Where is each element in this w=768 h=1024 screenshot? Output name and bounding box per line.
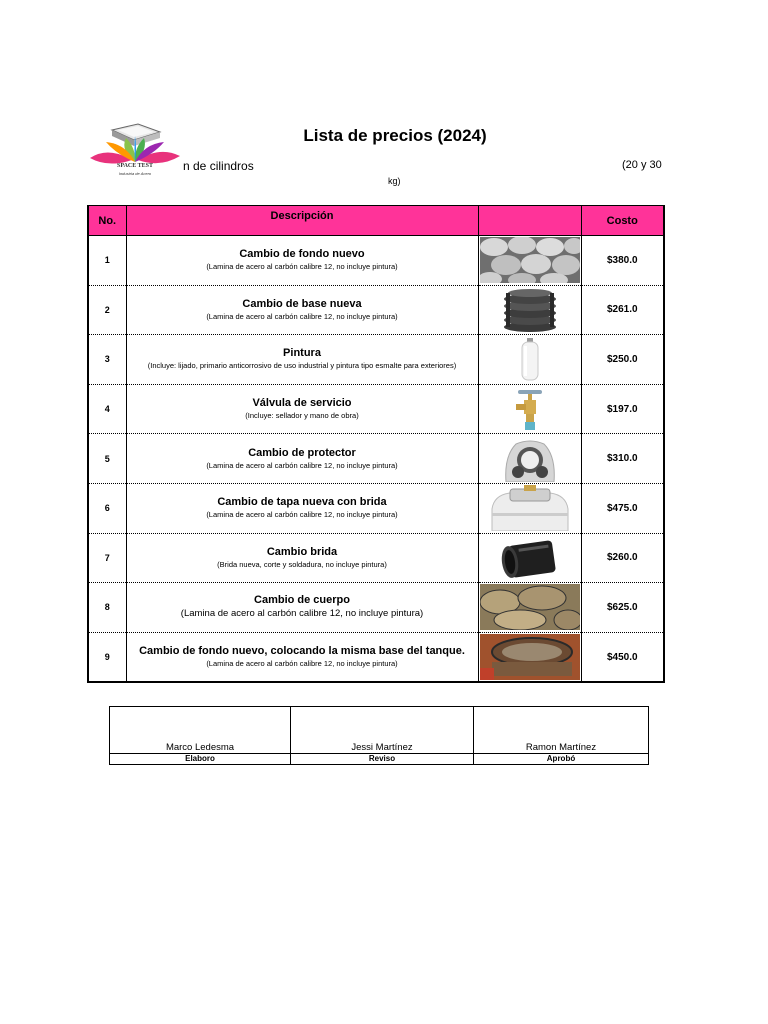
row-image bbox=[478, 533, 581, 583]
item-note: (Lamina de acero al carbón calibre 12, no incluye pintura) bbox=[206, 311, 398, 321]
company-logo bbox=[86, 120, 184, 182]
row-number: 4 bbox=[88, 384, 126, 434]
item-title: Cambio de cuerpo bbox=[254, 594, 350, 607]
white-cylinder-icon bbox=[480, 336, 580, 382]
row-description bbox=[126, 434, 478, 484]
row-number: 3 bbox=[88, 335, 126, 385]
signature-role: Aprobó bbox=[474, 754, 649, 765]
row-description bbox=[126, 236, 478, 286]
table-row bbox=[88, 632, 664, 682]
row-number: 2 bbox=[88, 285, 126, 335]
row-image bbox=[478, 236, 581, 286]
table-row bbox=[88, 285, 664, 335]
logo-text: SPACE TEST bbox=[117, 163, 153, 169]
row-number: 8 bbox=[88, 583, 126, 633]
row-cost: $310.0 bbox=[581, 434, 664, 484]
row-description bbox=[126, 335, 478, 385]
item-note: (Lamina de acero al carbón calibre 12, no incluye pintura) bbox=[206, 510, 398, 520]
row-image bbox=[478, 632, 581, 682]
brass-valve-icon bbox=[480, 386, 580, 432]
protector-ring-icon bbox=[480, 436, 580, 482]
item-title: Válvula de servicio bbox=[252, 397, 352, 410]
row-cost: $260.0 bbox=[581, 533, 664, 583]
row-description bbox=[126, 384, 478, 434]
row-cost: $625.0 bbox=[581, 583, 664, 633]
item-note: (Lamina de acero al carbón calibre 12, no incluye pintura) bbox=[206, 659, 398, 669]
row-cost: $450.0 bbox=[581, 632, 664, 682]
table-row bbox=[88, 483, 664, 533]
row-description bbox=[126, 632, 478, 682]
signature-role: Elaboro bbox=[110, 754, 291, 765]
item-note: (Brida nueva, corte y soldadura, no incluye pintura) bbox=[217, 559, 387, 569]
row-cost: $250.0 bbox=[581, 335, 664, 385]
item-title: Cambio de fondo nuevo bbox=[239, 248, 365, 261]
tank-body-icon bbox=[480, 584, 580, 630]
row-number: 7 bbox=[88, 533, 126, 583]
steel-domes-icon bbox=[480, 237, 580, 283]
item-title: Cambio brida bbox=[266, 545, 338, 558]
item-title: Cambio de base nueva bbox=[242, 297, 362, 310]
subtitle-right: (20 y 30 bbox=[622, 159, 662, 171]
row-number: 5 bbox=[88, 434, 126, 484]
item-title: Cambio de fondo nuevo, colocando la misma base del tanque. bbox=[139, 645, 465, 658]
row-image bbox=[478, 384, 581, 434]
item-title: Pintura bbox=[283, 347, 321, 360]
table-header-row bbox=[88, 206, 664, 236]
row-number: 9 bbox=[88, 632, 126, 682]
logo-tagline: Industria de Acero bbox=[118, 171, 152, 176]
header-description: Descripción bbox=[126, 206, 478, 236]
header-cost: Costo bbox=[581, 206, 664, 236]
subtitle-left: n de cilindros bbox=[183, 159, 254, 173]
header-no: No. bbox=[88, 206, 126, 236]
signature-role: Reviso bbox=[291, 754, 474, 765]
row-image bbox=[478, 434, 581, 484]
table-row bbox=[88, 335, 664, 385]
row-image bbox=[478, 583, 581, 633]
signature-table bbox=[109, 706, 649, 765]
table-row bbox=[88, 236, 664, 286]
welded-base-icon bbox=[480, 634, 580, 680]
row-description bbox=[126, 483, 478, 533]
signature-name: Ramon Martínez bbox=[474, 707, 649, 754]
page-title: Lista de precios (2024) bbox=[303, 126, 487, 145]
black-flange-icon bbox=[480, 535, 580, 581]
row-image bbox=[478, 483, 581, 533]
table-row bbox=[88, 384, 664, 434]
row-number: 1 bbox=[88, 236, 126, 286]
subtitle-kg: kg) bbox=[388, 176, 401, 186]
row-description bbox=[126, 533, 478, 583]
price-table bbox=[87, 205, 665, 683]
row-description bbox=[126, 583, 478, 633]
table-row bbox=[88, 583, 664, 633]
item-note: (Incluye: sellador y mano de obra) bbox=[245, 411, 359, 421]
tank-top-icon bbox=[480, 485, 580, 531]
row-cost: $261.0 bbox=[581, 285, 664, 335]
signature-name: Jessi Martínez bbox=[291, 707, 474, 754]
item-note: (Incluye: lijado, primario anticorrosivo de uso industrial y pintura tipo esmalte para exteriores) bbox=[147, 361, 457, 371]
signature-name: Marco Ledesma bbox=[110, 707, 291, 754]
row-description bbox=[126, 285, 478, 335]
item-note: (Lamina de acero al carbón calibre 12, no incluye pintura) bbox=[206, 262, 398, 272]
table-row bbox=[88, 434, 664, 484]
header-image bbox=[478, 206, 581, 236]
row-cost: $475.0 bbox=[581, 483, 664, 533]
item-title: Cambio de tapa nueva con brida bbox=[217, 496, 387, 509]
item-note: (Lamina de acero al carbón calibre 12, no incluye pintura) bbox=[206, 460, 398, 470]
table-row bbox=[88, 533, 664, 583]
row-image bbox=[478, 285, 581, 335]
row-image bbox=[478, 335, 581, 385]
stacked-bases-icon bbox=[480, 287, 580, 333]
row-cost: $197.0 bbox=[581, 384, 664, 434]
row-number: 6 bbox=[88, 483, 126, 533]
item-title: Cambio de protector bbox=[248, 446, 356, 459]
row-cost: $380.0 bbox=[581, 236, 664, 286]
item-note: (Lamina de acero al carbón calibre 12, no incluye pintura) bbox=[180, 608, 424, 620]
